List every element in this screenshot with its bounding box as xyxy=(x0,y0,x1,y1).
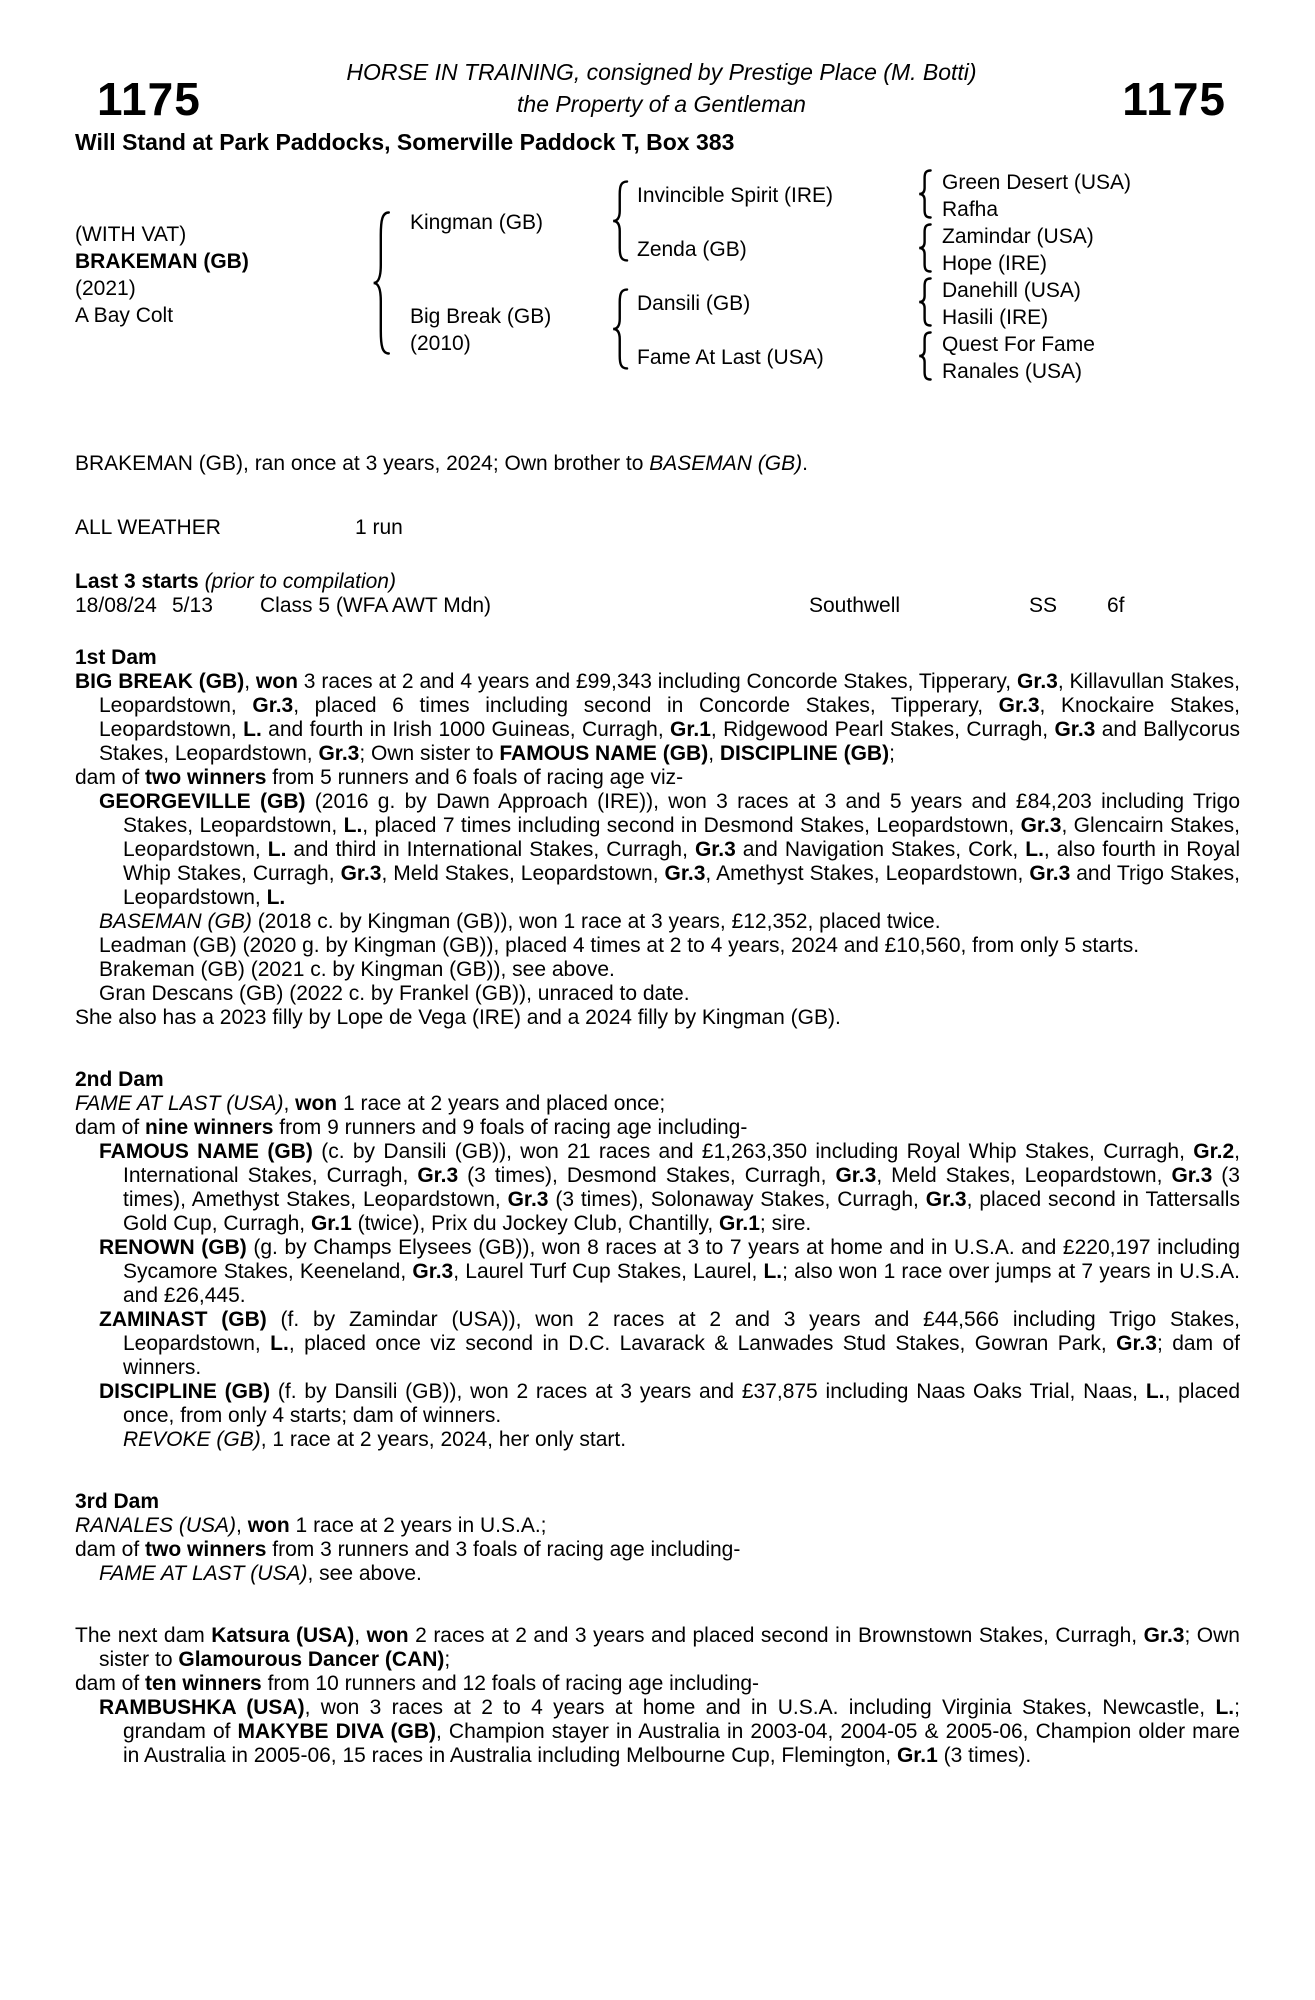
text-run: GEORGEVILLE (GB) xyxy=(99,790,306,813)
brace-gen3-icon xyxy=(915,331,933,381)
text-run: , Laurel Turf Cup Stakes, Laurel, xyxy=(453,1260,764,1283)
pedigree-gen3-name: Zamindar (USA) xyxy=(942,225,1094,248)
text-run: Gr.3 xyxy=(1116,1332,1157,1355)
pedigree-paragraph xyxy=(75,1006,1240,1030)
text-run: , placed once, from only 4 starts; dam of winners. xyxy=(123,1380,1240,1427)
text-run: (3 times), Desmond Stakes, Curragh, xyxy=(458,1164,836,1187)
text-run: Gr.1 xyxy=(670,718,711,741)
text-run: Gr.3 xyxy=(694,838,736,861)
brace-gen3-icon xyxy=(915,169,933,219)
pedigree-paragraph xyxy=(75,1672,1240,1696)
text-run: , also fourth in Royal Whip Stakes, Curragh, xyxy=(123,838,1240,885)
text-run: and fourth in Irish 1000 Guineas, Curragh, xyxy=(261,718,671,741)
text-run: ; grandam of xyxy=(123,1696,1240,1743)
text-run: two winners xyxy=(145,1538,267,1561)
race-course: Southwell xyxy=(809,594,901,617)
text-run: (2018 c. by Kingman (GB)), won 1 race at 3 years, £12,352, placed twice. xyxy=(251,910,941,933)
header-title-block xyxy=(257,56,1066,120)
text-run: dam of xyxy=(75,1538,146,1561)
pedigree-gen3-name: Quest For Fame xyxy=(942,333,1095,356)
pedigree-paragraph xyxy=(75,1380,1240,1428)
race-position: 5/13 xyxy=(172,594,213,617)
pedigree-paragraph xyxy=(75,958,1240,982)
race-going: SS xyxy=(1029,594,1058,617)
dam-section-heading: 1st Dam xyxy=(75,646,157,669)
last-starts-note: (prior to compilation) xyxy=(198,570,396,593)
pedigree-sire-dam: Zenda (GB) xyxy=(637,238,747,261)
text-run: , xyxy=(354,1624,367,1647)
text-run: Gr.3 xyxy=(417,1164,459,1187)
text-run: BASEMAN (GB) xyxy=(649,452,803,475)
consignor-line: HORSE IN TRAINING, consigned by Prestige Place (M. Botti) xyxy=(346,59,977,85)
pedigree-sire-sire: Invincible Spirit (IRE) xyxy=(637,184,834,207)
pedigree-sire: Kingman (GB) xyxy=(410,211,544,234)
text-run: and third in International Stakes, Curragh, xyxy=(286,838,695,861)
pedigree-paragraph xyxy=(75,670,1240,766)
pedigree-paragraph xyxy=(123,1428,1240,1452)
text-run: from 10 runners and 12 foals of racing age including- xyxy=(261,1672,760,1695)
pedigree-paragraph xyxy=(75,1696,1240,1768)
text-run: BIG BREAK (GB) xyxy=(75,670,245,693)
pedigree-paragraph xyxy=(75,1236,1240,1308)
pedigree-dam: Big Break (GB) xyxy=(410,305,552,328)
text-run: MAKYBE DIVA (GB) xyxy=(237,1720,437,1743)
text-run: BASEMAN (GB) xyxy=(99,910,252,933)
text-run: RAMBUSHKA (USA) xyxy=(99,1696,305,1719)
text-run: 2 races at 2 and 3 years and placed second in Brownstown Stakes, Curragh, xyxy=(408,1624,1144,1647)
text-run: The next dam xyxy=(75,1624,212,1647)
text-run: Gr.3 xyxy=(1029,862,1071,885)
text-run: FAMOUS NAME (GB) xyxy=(99,1140,313,1163)
pedigree-paragraph xyxy=(75,982,1240,1006)
text-run: dam of xyxy=(75,766,146,789)
text-run: (f. by Dansili (GB)), won 2 races at 3 years and £37,875 including Naas Oaks Trial, Naas, xyxy=(270,1380,1146,1403)
text-run: won xyxy=(295,1092,338,1115)
pedigree-paragraph xyxy=(75,1092,1240,1116)
text-run: won xyxy=(255,670,298,693)
text-run: ; Own sister to xyxy=(359,742,500,765)
dam-section-heading: 3rd Dam xyxy=(75,1490,160,1513)
text-run: nine winners xyxy=(145,1116,274,1139)
text-run: L. xyxy=(343,814,363,837)
pedigree-gen3-name: Ranales (USA) xyxy=(942,360,1083,383)
race-date: 18/08/24 xyxy=(75,594,157,617)
text-run: Gr.3 xyxy=(252,694,294,717)
pedigree-paragraph xyxy=(75,766,1240,790)
last-starts-heading xyxy=(75,570,1240,594)
text-run: , Ridgewood Pearl Stakes, Curragh, xyxy=(710,718,1055,741)
text-run: won xyxy=(366,1624,409,1647)
lot-number-right: 1175 xyxy=(1122,73,1226,125)
pedigree-paragraph xyxy=(75,1308,1240,1380)
text-run: two winners xyxy=(145,766,267,789)
subject-foaling-year: (2021) xyxy=(75,277,136,300)
text-run: 3 races at 2 and 4 years and £99,343 including Concorde Stakes, Tipperary, xyxy=(297,670,1017,693)
pedigree-dam-dam: Fame At Last (USA) xyxy=(637,346,824,369)
text-run: Gr.2 xyxy=(1193,1140,1235,1163)
text-run: Gr.3 xyxy=(318,742,360,765)
text-run: ; dam of winners. xyxy=(123,1332,1240,1379)
text-run: (twice), Prix du Jockey Club, Chantilly, xyxy=(351,1212,720,1235)
text-run: Gran Descans (GB) (2022 c. by Frankel (GB)), unraced to date. xyxy=(99,982,690,1005)
text-run: ; xyxy=(444,1648,451,1671)
text-run: from 5 runners and 6 foals of racing age viz- xyxy=(266,766,684,789)
dam-section xyxy=(75,646,1240,1030)
text-run: L. xyxy=(267,838,287,861)
text-run: Gr.3 xyxy=(925,1188,967,1211)
text-run: Gr.1 xyxy=(310,1212,352,1235)
text-run: , Champion stayer in Australia in 2003-04, 2004-05 & 2005-06, Champion older mare in Australia in 2005-06, 15 races in Australia including Melbourne Cup, Flemington, xyxy=(123,1720,1240,1767)
text-run: FAME AT LAST (USA) xyxy=(75,1092,284,1115)
text-run: dam of xyxy=(75,1672,146,1695)
subject-vat-note: (WITH VAT) xyxy=(75,223,187,246)
text-run: L. xyxy=(270,1332,289,1355)
text-run: , placed 6 times including second in Concorde Stakes, Tipperary, xyxy=(293,694,999,717)
text-run: , Meld Stakes, Leopardstown, xyxy=(876,1164,1172,1187)
text-run: won xyxy=(247,1514,290,1537)
text-run: L. xyxy=(243,718,262,741)
pedigree-gen3-name: Green Desert (USA) xyxy=(942,171,1132,194)
text-run: and Navigation Stakes, Cork, xyxy=(735,838,1026,861)
pedigree-gen3-name: Hope (IRE) xyxy=(942,252,1048,275)
text-run: Gr.1 xyxy=(719,1212,760,1235)
subject-description: A Bay Colt xyxy=(75,304,174,327)
text-run: Gr.3 xyxy=(1020,814,1062,837)
text-run: , see above. xyxy=(307,1562,422,1585)
text-run: L. xyxy=(266,886,286,909)
text-run: , placed once viz second in D.C. Lavarack & Lanwades Stud Stakes, Gowran Park, xyxy=(288,1332,1117,1355)
pedigree-paragraph xyxy=(75,1140,1240,1236)
text-run: DISCIPLINE (GB) xyxy=(719,742,890,765)
text-run: Katsura (USA) xyxy=(211,1624,355,1647)
runs-count: 1 run xyxy=(355,516,403,539)
page-header xyxy=(75,56,1240,125)
text-run: ; xyxy=(889,742,895,765)
text-run: , xyxy=(244,670,256,693)
surface-summary-row xyxy=(75,516,1240,540)
text-run: ; also won 1 race over jumps at 7 years in U.S.A. and £26,445. xyxy=(123,1260,1240,1307)
text-run: RENOWN (GB) xyxy=(99,1236,247,1259)
brace-gen2-sire-icon xyxy=(608,179,630,263)
text-run: Gr.3 xyxy=(664,862,706,885)
pedigree-dam-sire: Dansili (GB) xyxy=(637,292,751,315)
race-class: Class 5 (WFA AWT Mdn) xyxy=(260,594,492,617)
text-run: Glamourous Dancer (CAN) xyxy=(178,1648,445,1671)
text-run: . xyxy=(802,452,808,475)
text-run: , xyxy=(236,1514,248,1537)
pedigree-gen3-name: Hasili (IRE) xyxy=(942,306,1049,329)
pedigree-paragraph xyxy=(75,934,1240,958)
text-run: (3 times), Solonaway Stakes, Curragh, xyxy=(548,1188,926,1211)
text-run: 1 race at 2 years in U.S.A.; xyxy=(289,1514,547,1537)
text-run: Gr.3 xyxy=(1016,670,1058,693)
subject-horse-name: BRAKEMAN (GB) xyxy=(75,250,249,273)
text-run: , Amethyst Stakes, Leopardstown, xyxy=(705,862,1030,885)
text-run: , xyxy=(283,1092,296,1115)
text-run: L. xyxy=(1145,1380,1165,1403)
text-run: , placed second in Tattersalls Gold Cup, Curragh, xyxy=(123,1188,1240,1235)
text-run: , Glencairn Stakes, Leopardstown, xyxy=(123,814,1240,861)
text-run: Leadman (GB) (2020 g. by Kingman (GB)), placed 4 times at 2 to 4 years, 2024 and £10,560, from only 5 starts. xyxy=(99,934,1140,957)
pedigree-dam-year: (2010) xyxy=(410,332,471,355)
lot-number-left: 1175 xyxy=(97,73,201,125)
pedigree-paragraph xyxy=(75,1562,1240,1586)
text-run: (f. by Zamindar (USA)), won 2 races at 2 and 3 years and £44,566 including Trigo Stakes, Leopardstown, xyxy=(123,1308,1241,1355)
text-run: , won 3 races at 2 to 4 years at home and in U.S.A. including Virginia Stakes, Newcastle, xyxy=(304,1696,1216,1719)
text-run: dam of xyxy=(75,1116,146,1139)
text-run: FAMOUS NAME (GB) xyxy=(499,742,709,765)
text-run: and Trigo Stakes, Leopardstown, xyxy=(123,862,1240,909)
text-run: L. xyxy=(1025,838,1044,861)
pedigree-paragraph xyxy=(75,790,1240,910)
last-starts-title: Last 3 starts xyxy=(75,570,199,593)
text-run: , placed 7 times including second in Desmond Stakes, Leopardstown, xyxy=(362,814,1021,837)
text-run: (c. by Dansili (GB)), won 21 races and £1,263,350 including Royal Whip Stakes, Curragh, xyxy=(312,1140,1194,1163)
text-run: Gr.1 xyxy=(896,1744,938,1767)
text-run: ten winners xyxy=(145,1672,262,1695)
dam-section-heading: 2nd Dam xyxy=(75,1068,164,1091)
text-run: , Meld Stakes, Leopardstown, xyxy=(381,862,665,885)
stand-location-line: Will Stand at Park Paddocks, Somerville Paddock T, Box 383 xyxy=(75,129,735,155)
text-run: REVOKE (GB) xyxy=(123,1428,261,1451)
text-run: (3 times). xyxy=(937,1744,1032,1767)
text-run: , Killavullan Stakes, Leopardstown, xyxy=(99,670,1240,717)
text-run: (g. by Champs Elysees (GB)), won 8 races at 3 to 7 years at home and in U.S.A. and £220,197 including Sycamore Stakes, Keeneland, xyxy=(123,1236,1241,1283)
pedigree-gen3-name: Rafha xyxy=(942,198,999,221)
text-run: FAME AT LAST (USA) xyxy=(99,1562,308,1585)
text-run: , Knockaire Stakes, Leopardstown, xyxy=(99,694,1240,741)
surface-label: ALL WEATHER xyxy=(75,516,221,539)
pedigree-paragraph xyxy=(75,1538,1240,1562)
text-run: L. xyxy=(1215,1696,1235,1719)
text-run: Gr.3 xyxy=(340,862,382,885)
text-run: Gr.3 xyxy=(998,694,1040,717)
text-run: Gr.3 xyxy=(1143,1624,1185,1647)
text-run: L. xyxy=(763,1260,783,1283)
text-run: (2016 g. by Dawn Approach (IRE)), won 3 races at 3 and 5 years and £84,203 including Trigo Stakes, Leopardstown, xyxy=(123,790,1240,837)
pedigree-paragraph xyxy=(75,910,1240,934)
property-line: the Property of a Gentleman xyxy=(517,91,806,117)
text-run: Gr.3 xyxy=(412,1260,454,1283)
text-run: Brakeman (GB) (2021 c. by Kingman (GB)), see above. xyxy=(99,958,615,981)
text-run: BRAKEMAN (GB), ran once at 3 years, 2024; Own brother to xyxy=(75,452,650,475)
pedigree-paragraph xyxy=(75,1514,1240,1538)
text-run: Gr.3 xyxy=(507,1188,549,1211)
text-run: , 1 race at 2 years, 2024, her only start. xyxy=(260,1428,627,1451)
dam-section xyxy=(75,1624,1240,1768)
text-run: DISCIPLINE (GB) xyxy=(99,1380,271,1403)
text-run: ZAMINAST (GB) xyxy=(99,1308,267,1331)
text-run: She also has a 2023 filly by Lope de Vega (IRE) and a 2024 filly by Kingman (GB). xyxy=(75,1006,841,1029)
race-intro-line xyxy=(75,452,1240,476)
text-run: (3 times), Amethyst Stakes, Leopardstown, xyxy=(123,1164,1240,1211)
race-distance: 6f xyxy=(1107,594,1125,617)
text-run: , International Stakes, Curragh, xyxy=(123,1140,1240,1187)
text-run: RANALES (USA) xyxy=(75,1514,237,1537)
pedigree-table xyxy=(75,168,1240,390)
brace-gen2-dam-icon xyxy=(608,287,630,371)
dam-sections xyxy=(75,646,1240,1768)
dam-section xyxy=(75,1068,1240,1452)
text-run: from 3 runners and 3 foals of racing age including- xyxy=(266,1538,741,1561)
brace-gen3-icon xyxy=(915,223,933,273)
pedigree-paragraph xyxy=(75,1116,1240,1140)
text-run: Gr.3 xyxy=(835,1164,877,1187)
pedigree-gen3-name: Danehill (USA) xyxy=(942,279,1081,302)
text-run: and Ballycorus Stakes, Leopardstown, xyxy=(99,718,1240,765)
brace-gen3-icon xyxy=(915,277,933,327)
dam-section xyxy=(75,1490,1240,1586)
text-run: ; sire. xyxy=(759,1212,812,1235)
race-result-row xyxy=(75,594,1240,618)
brace-gen1-icon xyxy=(368,208,392,358)
text-run: Gr.3 xyxy=(1054,718,1096,741)
text-run: , xyxy=(708,742,720,765)
text-run: ; Own sister to xyxy=(99,1624,1240,1671)
pedigree-paragraph xyxy=(75,1624,1240,1672)
text-run: from 9 runners and 9 foals of racing age including- xyxy=(273,1116,748,1139)
text-run: 1 race at 2 years and placed once; xyxy=(337,1092,666,1115)
text-run: Gr.3 xyxy=(1171,1164,1213,1187)
